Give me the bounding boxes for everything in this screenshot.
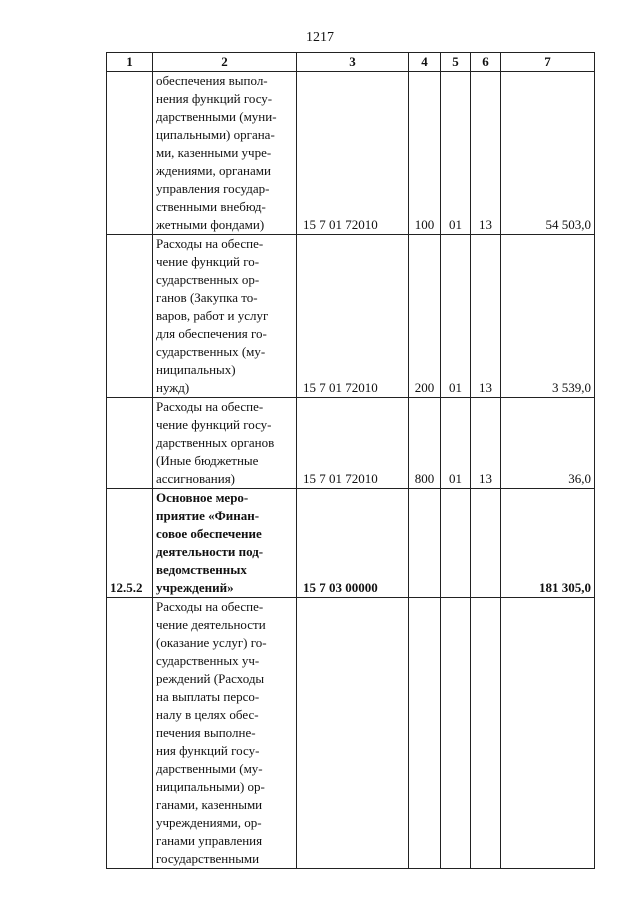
table-row — [107, 72, 595, 235]
row-amount: 36,0 — [501, 398, 595, 489]
row-section: 01 — [441, 398, 471, 489]
header-col-4: 4 — [409, 53, 441, 72]
row-index — [107, 72, 153, 235]
header-col-1: 1 — [107, 53, 153, 72]
row-description — [153, 72, 297, 235]
table-row — [107, 235, 595, 398]
row-description — [153, 398, 297, 489]
row-amount: 54 503,0 — [501, 72, 595, 235]
row-subsection — [471, 489, 501, 598]
row-amount — [501, 598, 595, 869]
row-description — [153, 598, 297, 869]
row-index: 12.5.2 — [107, 489, 153, 598]
header-row — [107, 53, 595, 72]
header-col-2: 2 — [153, 53, 297, 72]
row-code: 15 7 01 72010 — [297, 398, 409, 489]
row-index — [107, 598, 153, 869]
row-description-text: Расходы на обеспе- чение функций госу- дарственных органов (Иные бюджетные ассигнования) — [156, 399, 275, 486]
row-description-text: Основное меро- приятие «Финан- совое обеспечение деятельности под- ведомственных учреждений» — [156, 490, 264, 595]
row-description-text: Расходы на обеспе- чение деятельности (оказание услуг) го- сударственных уч- реждений (Расходы на выплаты персо- налу в целях обес- печения выполне- ния функций госу- дарственными (му- ниципальными) ор- ганами, казенными учреждениями, ор- ганами управления государственными — [156, 599, 267, 866]
row-expense-type — [409, 489, 441, 598]
row-index — [107, 398, 153, 489]
row-description — [153, 489, 297, 598]
row-code: 15 7 03 00000 — [297, 489, 409, 598]
row-expense-type: 800 — [409, 398, 441, 489]
row-index — [107, 235, 153, 398]
row-code: 15 7 01 72010 — [297, 72, 409, 235]
row-description-text: Расходы на обеспе- чение функций го- сударственных ор- ганов (Закупка то- варов, работ и услуг для обеспечения го- сударственных (му- ниципальных) нужд) — [156, 236, 269, 395]
row-amount: 181 305,0 — [501, 489, 595, 598]
row-section: 01 — [441, 235, 471, 398]
table-row — [107, 598, 595, 869]
page-number: 1217 — [306, 30, 334, 45]
table-row — [107, 398, 595, 489]
row-subsection: 13 — [471, 398, 501, 489]
row-subsection: 13 — [471, 235, 501, 398]
row-amount: 3 539,0 — [501, 235, 595, 398]
header-col-7: 7 — [501, 53, 595, 72]
row-code: 15 7 01 72010 — [297, 235, 409, 398]
table-row-main-activity — [107, 489, 595, 598]
row-section — [441, 598, 471, 869]
row-description — [153, 235, 297, 398]
budget-table — [106, 52, 595, 869]
row-subsection — [471, 598, 501, 869]
row-code — [297, 598, 409, 869]
row-section — [441, 489, 471, 598]
row-expense-type — [409, 598, 441, 869]
header-col-3: 3 — [297, 53, 409, 72]
row-description-text: обеспечения выпол- нения функций госу- дарственными (муни- ципальными) органа- ми, казенными учре- ждениями, органами управления государ- ственными внебюд- жетными фондами) — [156, 73, 277, 232]
row-expense-type: 200 — [409, 235, 441, 398]
header-col-5: 5 — [441, 53, 471, 72]
row-subsection: 13 — [471, 72, 501, 235]
row-expense-type: 100 — [409, 72, 441, 235]
header-col-6: 6 — [471, 53, 501, 72]
row-section: 01 — [441, 72, 471, 235]
